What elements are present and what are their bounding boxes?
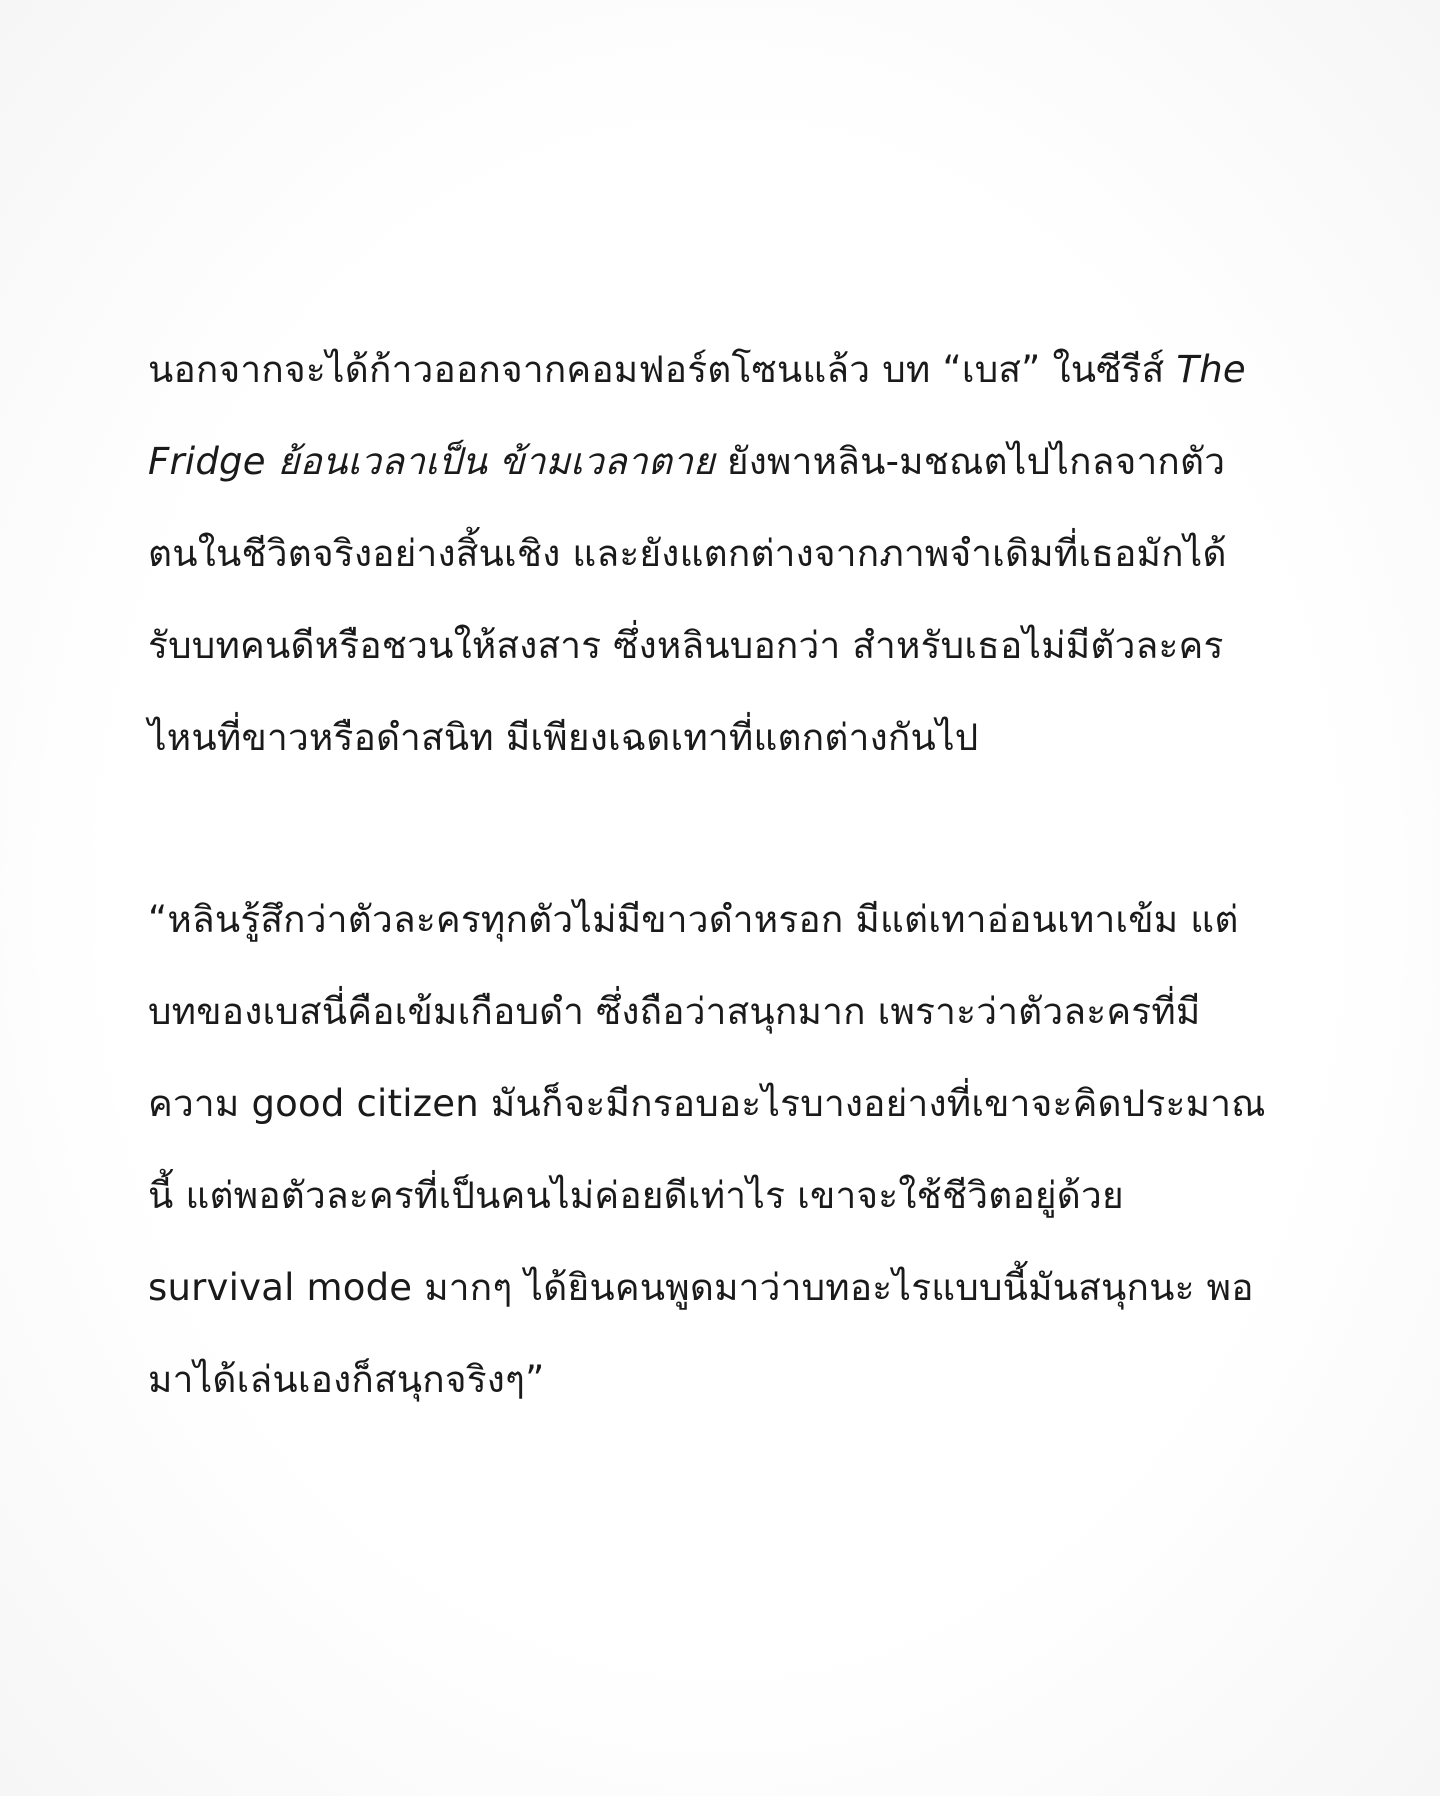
- paragraph-line: [148, 600, 1318, 692]
- series-title-italic: The: [1176, 348, 1246, 391]
- paragraph-intro: [148, 324, 1318, 784]
- quote-line: “หลินรู้สึกว่าตัวละครทุกตัวไม่มีขาวดำหรอก มีแต่เทาอ่อนเทาเข้ม แต่: [148, 898, 1239, 941]
- line-text: ไหนที่ขาวหรือดำสนิท มีเพียงเฉดเทาที่แตกต่างกันไป: [148, 716, 979, 759]
- line-text: ยังพาหลิน-มชณตไปไกลจากตัว: [714, 440, 1226, 483]
- quote-line: survival mode มากๆ ได้ยินคนพูดมาว่าบทอะไรแบบนี้มันสนุกนะ พอ: [148, 1266, 1254, 1309]
- paragraph-line: [148, 324, 1318, 416]
- line-text: ตนในชีวิตจริงอย่างสิ้นเชิง และยังแตกต่างจากภาพจำเดิมที่เธอมักได้: [148, 532, 1227, 575]
- line-text: รับบทคนดีหรือชวนให้สงสาร ซึ่งหลินบอกว่า สำหรับเธอไม่มีตัวละคร: [148, 624, 1224, 667]
- quote-line: นี้ แต่พอตัวละครที่เป็นคนไม่ค่อยดีเท่าไร เขาจะใช้ชีวิตอยู่ด้วย: [148, 1174, 1124, 1217]
- paragraph-line: [148, 508, 1318, 600]
- quote-line: มาได้เล่นเองก็สนุกจริงๆ”: [148, 1358, 545, 1401]
- quote-line: ความ good citizen มันก็จะมีกรอบอะไรบางอย่างที่เขาจะคิดประมาณ: [148, 1082, 1266, 1125]
- paragraph-quote: [148, 874, 1318, 1426]
- paragraph-line: [148, 692, 1318, 784]
- paragraph-line: [148, 416, 1318, 508]
- quote-line: บทของเบสนี่คือเข้มเกือบดำ ซึ่งถือว่าสนุกมาก เพราะว่าตัวละครที่มี: [148, 990, 1201, 1033]
- series-title-italic: Fridge ย้อนเวลาเป็น ข้ามเวลาตาย: [148, 440, 715, 483]
- line-text: นอกจากจะได้ก้าวออกจากคอมฟอร์ตโซนแล้ว บท “เบส” ในซีรีส์: [148, 348, 1177, 391]
